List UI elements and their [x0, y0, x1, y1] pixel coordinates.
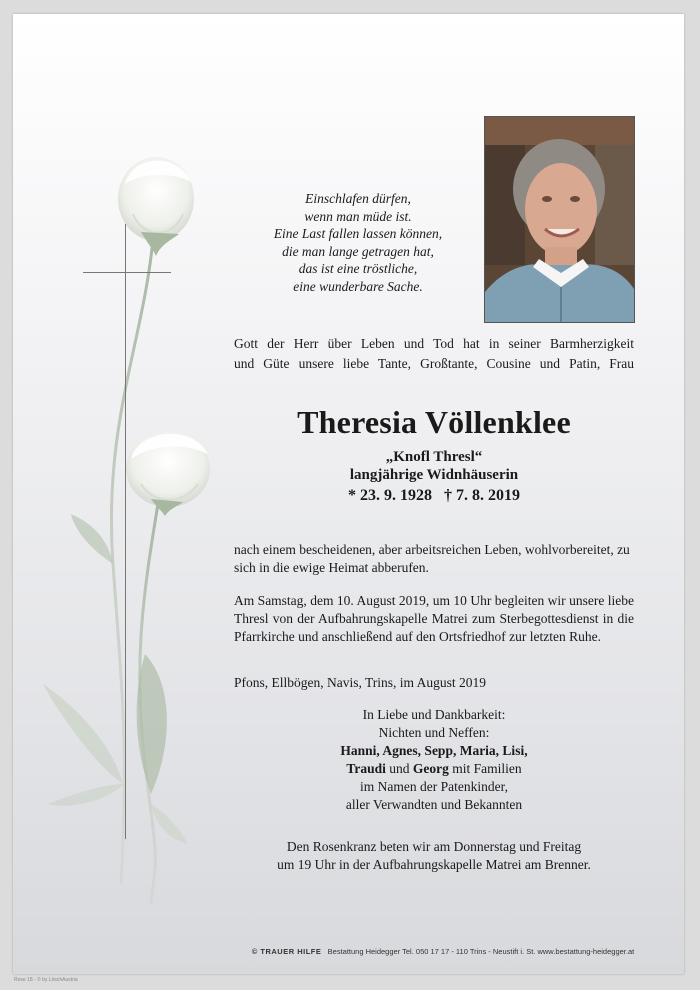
mourners-names: Hanni, Agnes, Sepp, Maria, Lisi,	[340, 743, 528, 758]
deceased-role: langjährige Widnhäuserin	[349, 467, 519, 483]
mourners-and: und	[385, 761, 413, 776]
intro-line-1: Gott der Herr über Leben und Tod hat in seiner Barmherzigkeit	[234, 336, 634, 351]
mourners-line: aller Verwandten und Bekannten	[345, 797, 523, 812]
mourner-name: Georg	[412, 761, 449, 776]
rosary-line: um 19 Uhr in der Aufbahrungskapelle Matrei am Brenner.	[277, 857, 591, 872]
birth-date: * 23. 9. 1928	[348, 487, 432, 504]
footer-brand: © TRAUER HILFE	[251, 947, 322, 956]
mourners-families: mit Familien	[448, 761, 522, 776]
poem-line: die man lange getragen hat,	[282, 243, 434, 259]
poem	[243, 190, 473, 295]
obituary-sheet	[13, 14, 684, 974]
poem-line: Einschlafen dürfen,	[305, 191, 411, 206]
mourners-line: im Namen der Patenkinder,	[360, 779, 508, 794]
mourners-block	[234, 706, 634, 814]
image-credit: Rose 18 - © by LöschAustria	[14, 977, 78, 983]
rosary-line: Den Rosenkranz beten wir am Donnerstag und Freitag	[286, 839, 582, 854]
life-dates	[234, 487, 634, 505]
poem-line: Eine Last fallen lassen können,	[273, 226, 443, 241]
mourners-line	[234, 760, 634, 778]
intro-text	[234, 334, 634, 374]
deceased-nickname: „Knofl Thresl“	[385, 449, 483, 465]
mourner-name: Traudi	[346, 761, 386, 776]
footer	[223, 947, 663, 956]
poem-line: das ist eine tröstliche,	[298, 261, 418, 276]
mourners-heading: In Liebe und Dankbarkeit:	[362, 707, 506, 722]
funeral-paragraph: Am Samstag, dem 10. August 2019, um 10 Uhr begleiten wir unsere liebe Thresl von der Aufbahrungskapelle Matrei zum Sterbegottesdienst in die Pfarrkirche und anschließend auf den Ortsfriedhof zur letzten Ruhe.	[234, 593, 634, 644]
life-paragraph: nach einem bescheidenen, aber arbeitsreichen Leben, wohlvorbereitet, zu sich in die ewige Heimat abberufen.	[234, 542, 630, 575]
poem-line: eine wunderbare Sache.	[293, 278, 423, 294]
cross-vertical-line	[125, 224, 126, 839]
rosary-notice	[234, 838, 634, 874]
death-date: † 7. 8. 2019	[444, 487, 520, 504]
portrait-photo	[484, 116, 635, 323]
footer-contact: Bestattung Heidegger Tel. 050 17 17 - 110 Trins - Neustift i. St. www.bestattung-heidegger.at	[327, 947, 635, 956]
cross-horizontal-line	[83, 272, 171, 273]
deceased-name: Theresia Völlenklee	[297, 404, 571, 440]
poem-line: wenn man müde ist.	[304, 208, 412, 224]
place-date: Pfons, Ellbögen, Navis, Trins, im August 2019	[234, 675, 487, 690]
mourners-line: Nichten und Neffen:	[378, 725, 490, 740]
white-rose-illustration	[33, 144, 233, 904]
intro-line-2: und Güte unsere liebe Tante, Großtante, Cousine und Patin, Frau	[234, 356, 634, 371]
